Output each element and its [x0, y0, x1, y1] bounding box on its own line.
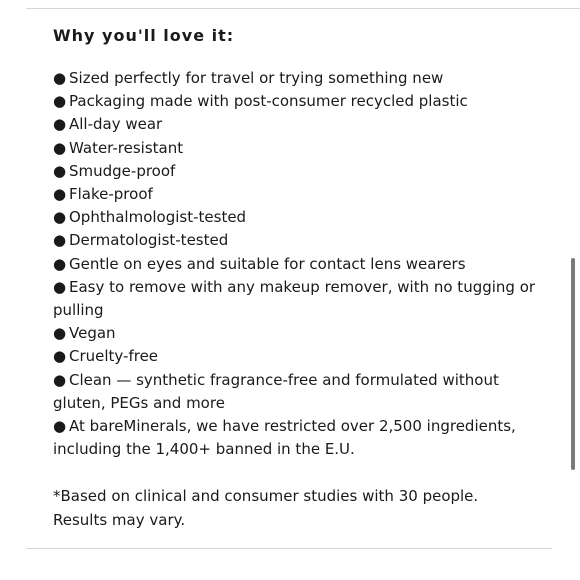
bullet-icon: ●	[53, 69, 67, 87]
bullet-icon: ●	[53, 347, 67, 366]
benefits-list	[53, 67, 543, 461]
list-item-text: At bareMinerals, we have restricted over 2,500 ingredients, including the 1,400+ banned in the E.U.	[53, 417, 516, 459]
list-item	[53, 322, 543, 345]
bullet-icon: ●	[53, 185, 67, 204]
list-item-text: Ophthalmologist-tested	[69, 208, 247, 227]
bullet-icon: ●	[53, 138, 67, 157]
bullet-icon: ●	[53, 417, 67, 436]
list-item-text: Easy to remove with any makeup remover, with no tugging or pulling	[53, 277, 536, 320]
vertical-scrollbar[interactable]	[571, 258, 575, 470]
list-item-text: Sized perfectly for travel or trying something new	[69, 69, 444, 87]
list-item	[53, 183, 543, 206]
list-item	[53, 137, 543, 160]
footnote-line: *Based on clinical and consumer studies with 30 people.	[53, 487, 479, 506]
footnote	[53, 485, 543, 531]
list-item	[53, 90, 543, 113]
list-item-text: Flake-proof	[69, 185, 153, 204]
list-item-text: All-day wear	[69, 115, 163, 134]
bullet-icon: ●	[53, 115, 67, 134]
list-item-text: Dermatologist-tested	[69, 231, 229, 250]
list-item-text: Water-resistant	[69, 138, 184, 157]
bottom-divider	[26, 548, 552, 549]
bullet-icon: ●	[53, 254, 67, 273]
footnote-line: Results may vary.	[53, 510, 186, 529]
list-item-text: Smudge-proof	[69, 161, 176, 180]
bullet-icon: ●	[53, 324, 67, 343]
list-item-text: Gentle on eyes and suitable for contact lens wearers	[69, 254, 466, 273]
list-item-text: Cruelty-free	[69, 347, 159, 366]
list-item-text: Clean — synthetic fragrance-free and formulated without gluten, PEGs and more	[53, 370, 499, 412]
list-item	[53, 345, 543, 368]
bullet-icon: ●	[53, 208, 67, 227]
list-item	[53, 253, 543, 276]
list-item	[53, 229, 543, 252]
list-item-text: Packaging made with post-consumer recycled plastic	[69, 92, 468, 111]
list-item	[53, 369, 543, 415]
bullet-icon: ●	[53, 370, 67, 389]
section-heading: Why you'll love it:	[53, 26, 235, 45]
bullet-icon: ●	[53, 161, 67, 180]
product-benefits-section	[53, 24, 543, 547]
bullet-icon: ●	[53, 231, 67, 250]
bullet-icon: ●	[53, 277, 67, 296]
bullet-icon: ●	[53, 92, 67, 111]
list-item	[53, 276, 543, 322]
list-item	[53, 67, 543, 90]
list-item	[53, 206, 543, 229]
list-item	[53, 113, 543, 136]
list-item	[53, 415, 543, 461]
list-item-text: Vegan	[69, 324, 116, 343]
top-divider	[26, 8, 580, 9]
list-item	[53, 160, 543, 183]
